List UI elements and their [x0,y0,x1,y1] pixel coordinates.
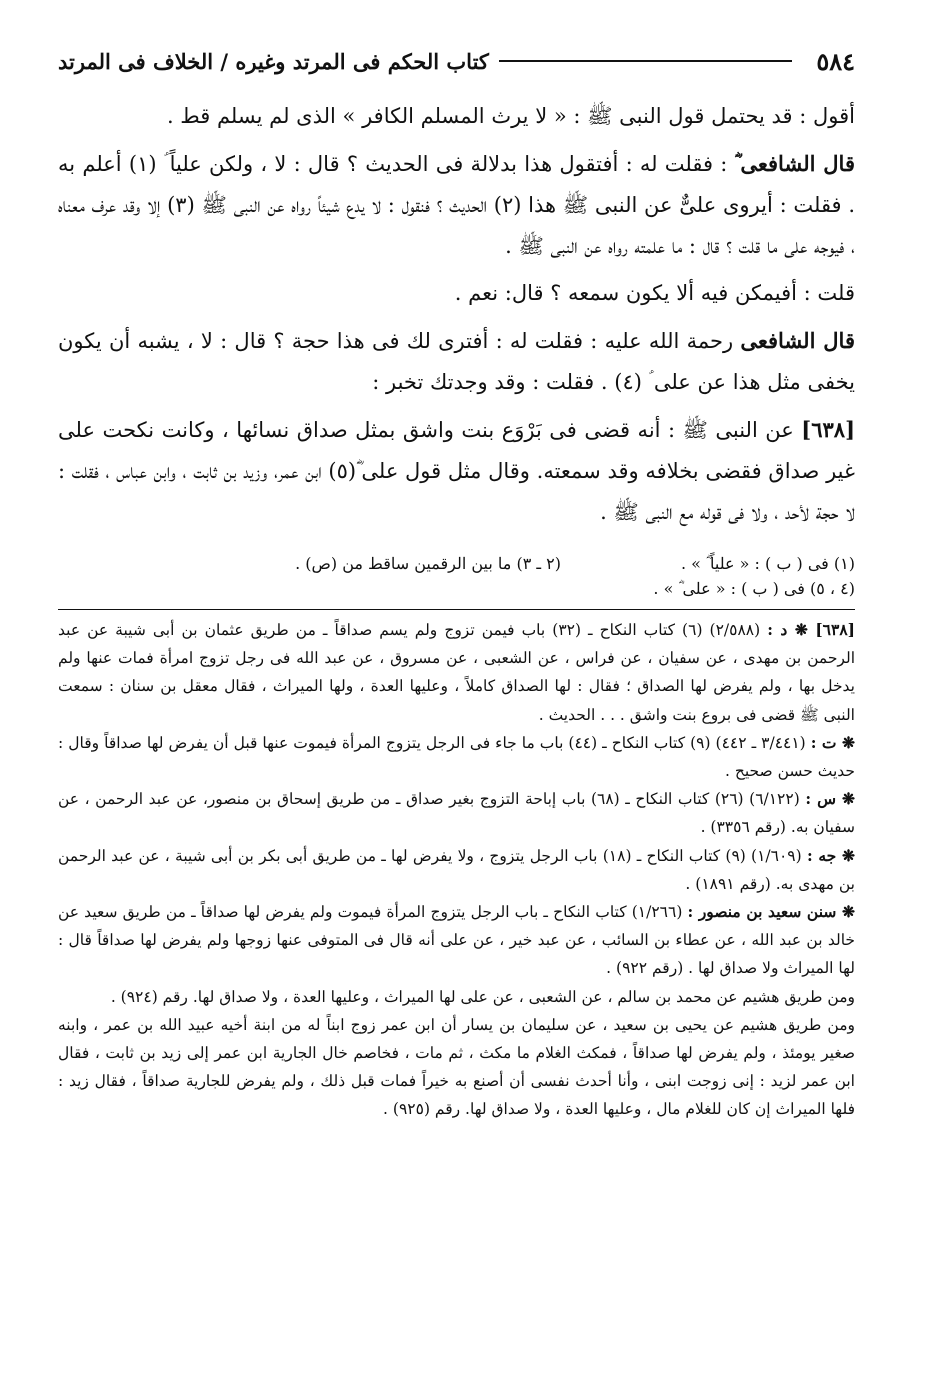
takhrij-abu-dawud [58,616,855,729]
paragraph-4-lead: قال الشافعى [740,328,855,353]
takhrij-tirmidhi [58,729,855,785]
running-header [58,38,855,84]
takhrij-tirmidhi-text: (٣/٤٤١ ـ ٤٤٢) (٩) كتاب النكاح ـ (٤٤) باب ما جاء فى الرجل يتزوج المرأة فيموت عنها قبل أن يفرض لها صداقاً وقال : حديث حسن صحيح . [58,733,855,781]
footnotes [58,551,855,601]
header-rule [499,60,792,62]
takhrij-ibn-majah-text: (١/٦٠٩) (٩) كتاب النكاح ـ (١٨) باب الرجل يتزوج ، ولا يفرض لها ـ من طريق أبى بكر بن أبى شيبة ، عن عبد الرحمن بن مهدى به. (رقم ١٨٩١) . [58,846,855,893]
takhrij-section [58,616,855,1124]
takhrij-hushaym-2: ومن طريق هشيم عن يحيى بن سعيد ، عن سليمان بن يسار أن ابن عمر زوج ابناً له من ابنة أخيه عبيد الله بن عمر ، وابنه صغير يومئذ ، ولم يفرض لها صداقاً ، فمكث الغلام ما مكث ، ثم مات ، فخاصم خال الجارية ابن عمر إلى زيد بن ثابت ، فقال ابن عمر لزيد : إنى زوجت ابنى ، وأنا أحدث نفسى أن أصنع به خيراً فمات قبل ذلك ، ولم يفرض للجارية صداقاً ، فقال زيد : فلها الميراث إن كان للغلام مال ، وعليها العدة ، ولا صداق لها. رقم (٩٢٥) . [58,1015,855,1119]
takhrij-divider [58,609,855,610]
paragraph-5-text: عن النبى ﷺ : أنه قضى فى بَرْوَع بنت واشق بمثل صداق نسائها ، وكانت نكحت على غير صداق فقضى بخلافه وقد سمعته. وقال مثل قول على ؓ(٥) ابن عمر، وزيد بن ثابت ، وابن عباس ، فقلت : لا حجة لأحد ، ولا فى قوله مع النبى ﷺ . [58,418,855,524]
page-number: ٥٨٤ [816,46,855,76]
paragraph-4 [58,320,855,403]
takhrij-nasai [58,785,855,841]
takhrij-hushaym-1: ومن طريق هشيم عن محمد بن سالم ، عن الشعبى ، عن على لها الميراث ، وعليها العدة ، ولا صداق لها. رقم (٩٢٤) . [110,987,855,1006]
takhrij-ibn-majah-mark: ❋ جه : [806,845,855,865]
footnote-1: (١) فى ( ب ) : « علياً ؓ » . [681,554,855,573]
takhrij-said-ibn-mansur [58,898,855,983]
paragraph-4-text: رحمة الله عليه : فقلت له : أفترى لك فى هذا حجة ؟ قال : لا ، يشبه أن يكون يخفى مثل هذا عن على ؑ (٤) . فقلت : وقد وجدتك تخبر : [58,329,855,394]
paragraph-1: أقول : قد يحتمل قول النبى ﷺ : « لا يرث المسلم الكافر » الذى لم يسلم قط . [166,104,855,128]
takhrij-abu-dawud-text: (٢/٥٨٨) (٦) كتاب النكاح ـ (٣٢) باب فيمن تزوج ولم يسم صداقاً ـ من طريق عثمان بن أبى شيبة عن عبد الرحمن بن مهدى ، عن سفيان ، عن فراس ، عن الشعبى ، عن مسروق ، عن عبد الله فى رجل تزوج امرأة فمات عنها ولم يدخل بها ، ولم يفرض لها الصداق ؛ فقال : لها الصداق كاملاً ، وعليها العدة ، ولها الميراث ، فقال معقل بن سنان : سمعت النبى ﷺ قضى فى بروع بنت واشق . . . الحديث . [58,621,855,724]
footnote-2-3: (٢ ـ ٣) ما بين الرقمين ساقط من (ص) . [295,554,561,573]
running-title: كتاب الحكم فى المرتد وغيره / الخلاف فى المرتد [58,48,489,74]
paragraph-3: قلت : أفيمكن فيه ألا يكون سمعه ؟ قال: نعم . [454,281,855,305]
takhrij-nasai-mark: ❋ س : [805,789,855,809]
takhrij-abu-dawud-mark: [٦٣٨] ❋ د : [767,620,855,639]
footnote-4-5: (٤ ، ٥) فى ( ب ) : « على ؓ » . [653,579,855,598]
paragraph-2-text: : فقلت له : أفتقول هذا بدلالة فى الحديث ؟ قال : لا ، ولكن علياً ؑ (١) أعلم به . فقلت : أيروى علىٌّ عن النبى ﷺ هذا (٢) الحديث ؟ فنقول : لا يدع شيئاً رواه عن النبى ﷺ (٣) إلا وقد عرف معناه ، فيوجه على ما قلت ؟ قال : ما علمته رواه عن النبى ﷺ . [58,152,856,258]
takhrij-ibn-majah [58,842,855,898]
paragraph-2 [58,143,855,267]
takhrij-said-ibn-mansur-mark: ❋ سنن سعيد بن منصور : [687,902,855,922]
takhrij-said-ibn-mansur-text: (١/٢٦٦) كتاب النكاح ـ باب الرجل يتزوج المرأة فيموت ولم يفرض لها صداقاً ـ من طريق سعيد عن خالد بن عبد الله ، عن عطاء بن السائب ، عن عبد خير ، عن على أنه قال فى المتوفى عنها زوجها ولم يفرض لها صداقاً قال : لها الميراث ولا صداق لها . (رقم ٩٢٢) . [58,903,855,978]
paragraph-5 [58,409,855,533]
paragraph-2-lead: قال الشافعى ؓ [734,151,855,176]
main-text [58,96,855,533]
footnote-row-1 [58,551,855,576]
takhrij-nasai-text: (٦/١٢٢) (٢٦) كتاب النكاح ـ (٦٨) باب إباحة التزوج بغير صداق ـ من طريق إسحاق بن منصور، عن عبد الرحمن ، عن سفيان به. (رقم ٣٣٥٦) . [58,790,855,837]
hadith-number: [٦٣٨] [801,417,855,442]
takhrij-tirmidhi-mark: ❋ ت : [810,732,855,752]
